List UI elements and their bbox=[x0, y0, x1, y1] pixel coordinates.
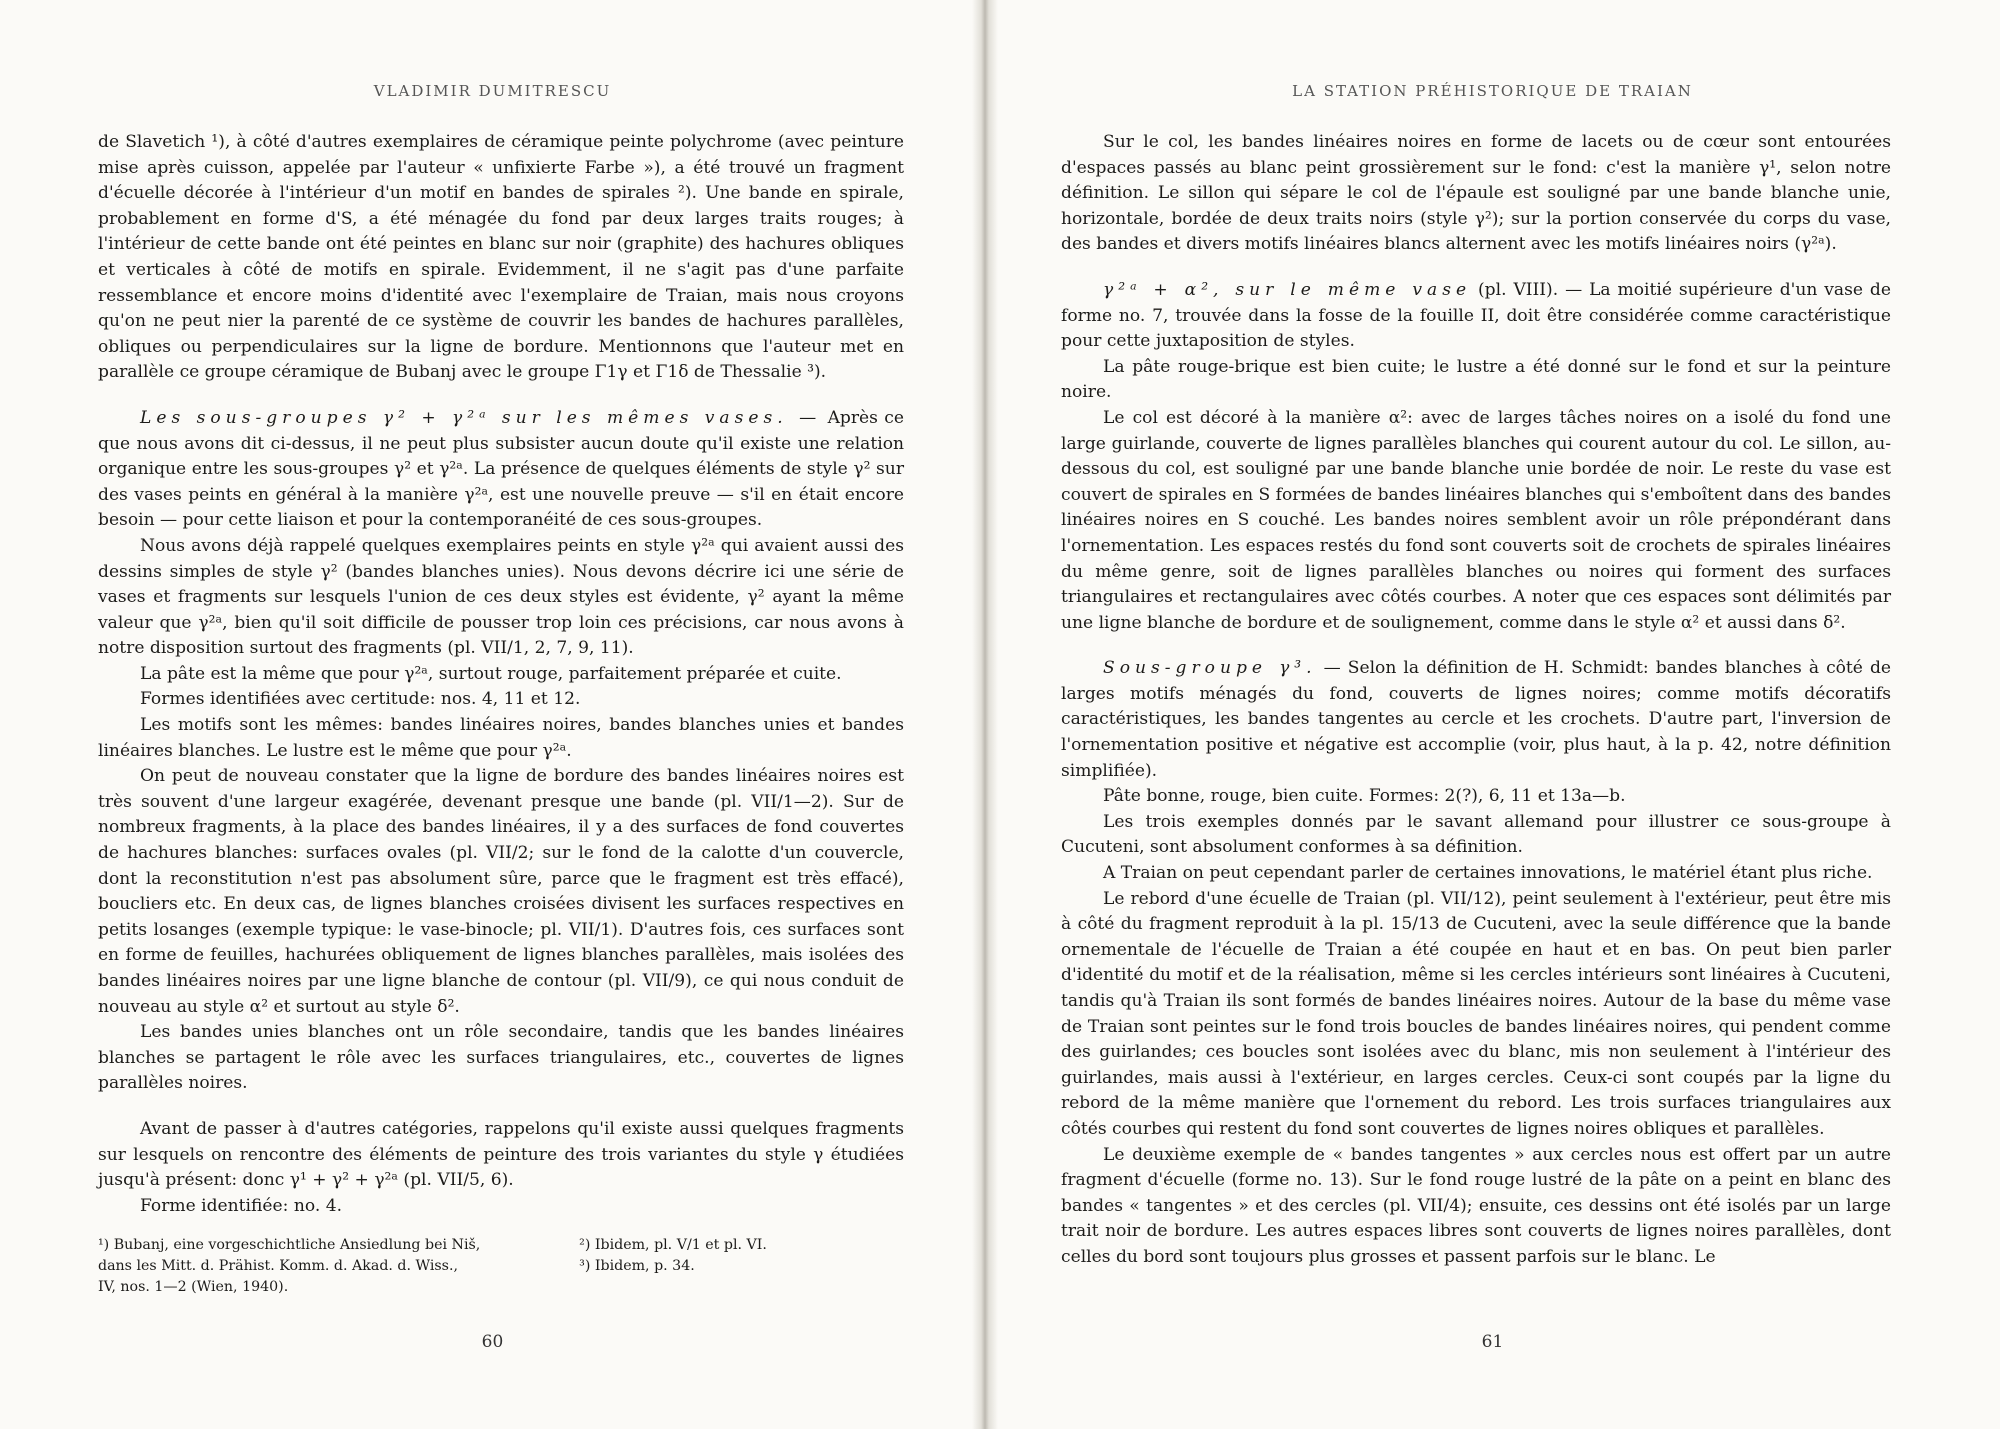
paragraph: Le col est décoré à la manière α²: avec de larges tâches noires on a isolé du fond une large guirlande, couverte de lignes parallèles blanches qui courent autour du col. Le sillon, au-dessous du col, est souligné par une bande blanche unie bordée de noir. Le reste du vase est couvert de spirales en S formées de bandes linéaires blanches qui s'emboîtent dans des bandes linéaires noires en S couché. Les bandes noires semblent avoir un rôle prépondérant dans l'ornementation. Les espaces restés du fond sont couverts soit de crochets de spirales linéaires du même genre, soit de lignes parallèles blanches ou noires qui forment des surfaces triangulaires et rectangulaires avec côtés courbes. A noter que ces espaces sont délimités par une ligne blanche de bordure et de soulignement, comme dans le style α² et aussi dans δ². bbox=[1061, 407, 1891, 633]
paragraph: Le rebord d'une écuelle de Traian (pl. VII/12), peint seulement à l'extérieur, peut être mis à côté du fragment reproduit à la pl. 15/13 de Cucuteni, avec la seule différence que la bande ornementale de l'écuelle de Traian a été coupée en haut et en bas. On peut bien parler d'identité du motif et de la réalisation, même si les cercles intérieurs sont linéaires à Cucuteni, tandis qu'à Traian ils sont formés de bandes linéaires noires. Autour de la base du même vase de Traian sont peintes sur le fond trois boucles de bandes linéaires noires, qui pendent comme des guirlandes; ces boucles sont isolées avec du blanc, mis non seulement à l'intérieur des guirlandes, mais aussi à l'extérieur, en larges cercles. Ceux-ci sont coupés par la ligne du rebord de la même manière que l'ornement du rebord. Les trois surfaces triangulaires aux côtés courbes qui restent du fond sont couvertes de lignes noires obliques et parallèles. bbox=[1061, 888, 1891, 1139]
paragraph: La pâte est la même que pour γ²ᵃ, surtout rouge, parfaitement préparée et cuite. bbox=[140, 663, 842, 684]
footnote-line: ²) Ibidem, pl. V/1 et pl. VI. bbox=[579, 1237, 767, 1253]
paragraph: Nous avons déjà rappelé quelques exemplaires peints en style γ²ᵃ qui avaient aussi des dessins simples de style γ² (bandes blanches unies). Nous devons décrire ici une série de vases et fragments sur lesquels l'union de ces deux styles est évidente, γ² ayant la même valeur que γ²ᵃ, bien qu'il soit difficile de pousser trop loin ces précisions, car nous avons à notre disposition surtout des fragments (pl. VII/1, 2, 7, 9, 11). bbox=[98, 535, 904, 659]
left-page-text bbox=[98, 130, 904, 1219]
running-head-right: LA STATION PRÉHISTORIQUE DE TRAIAN bbox=[1292, 82, 1693, 100]
footnote-column-left bbox=[98, 1235, 549, 1298]
paragraph: A Traian on peut cependant parler de certaines innovations, le matériel étant plus riche. bbox=[1103, 863, 1873, 884]
book-gutter bbox=[972, 0, 998, 1429]
footnote-line: ³) Ibidem, p. 34. bbox=[579, 1258, 695, 1274]
paragraph: Les motifs sont les mêmes: bandes linéaires noires, bandes blanches unies et bandes linéaires blanches. Le lustre est le même que pour γ²ᵃ. bbox=[98, 715, 904, 761]
footnote-line: IV, nos. 1—2 (Wien, 1940). bbox=[98, 1279, 289, 1295]
paragraph-with-subheading: Sous-groupe γ³. — Selon la définition de H. Schmidt: bandes blanches à côté de larges motifs ménagés du fond, couverts de lignes noires; comme motifs décoratifs caractéristiques, les bandes tangentes au cercle et les crochets. D'autre part, l'inversion de l'ornementation positive et négative est accomplie (voir, plus haut, à la p. 42, notre définition simplifiée). bbox=[1061, 658, 1892, 781]
paragraph-with-subheading: γ²ᵃ + α², sur le même vase (pl. VIII). — La moitié supérieure d'un vase de forme no. 7, trouvée dans la fosse de la fouille II, doit être considérée comme caractéristique pour cette juxtaposition de styles. bbox=[1061, 279, 1891, 352]
paragraph: Pâte bonne, rouge, bien cuite. Formes: 2(?), 6, 11 et 13a—b. bbox=[1103, 786, 1626, 807]
footnote-line: dans les Mitt. d. Prähist. Komm. d. Akad. d. Wiss., bbox=[98, 1258, 458, 1274]
footnote-column-right bbox=[579, 1235, 904, 1298]
footnotes bbox=[98, 1235, 904, 1298]
paragraph: Le deuxième exemple de « bandes tangentes » aux cercles nous est offert par un autre fragment d'écuelle (forme no. 13). Sur le fond rouge lustré de la pâte on a peint en blanc des bandes « tangentes » et des cercles (pl. VII/4); ensuite, ces dessins ont été isolés par un large trait noir de bordure. Les autres espaces libres sont couverts de lignes noires parallèles, dont celles du bord sont toujours plus grosses et passent parfois sur le blanc. Le bbox=[1061, 1144, 1891, 1267]
paragraph: Avant de passer à d'autres catégories, rappelons qu'il existe aussi quelques fragments sur lesquels on rencontre des éléments de peinture des trois variantes du style γ étudiées jusqu'à présent: donc γ¹ + γ² + γ²ᵃ (pl. VII/5, 6). bbox=[98, 1118, 904, 1191]
paragraph: Forme identifiée: no. 4. bbox=[140, 1195, 343, 1216]
left-page bbox=[0, 0, 985, 1429]
paragraph: Les bandes unies blanches ont un rôle secondaire, tandis que les bandes linéaires blanches se partagent le rôle avec les surfaces triangulaires, etc., couvertes de lignes parallèles noires. bbox=[98, 1022, 904, 1094]
paragraph: de Slavetich ¹), à côté d'autres exemplaires de céramique peinte polychrome (avec peinture mise après cuisson, appelée par l'auteur « unfixierte Farbe »), a été trouvé un fragment d'écuelle décorée à l'intérieur d'un motif en bandes de spirales ²). Une bande en spirale, probablement en forme d'S, a été ménagée du fond par deux larges traits rouges; à l'intérieur de cette bande ont été peintes en blanc sur noir (graphite) des hachures obliques et verticales à côté de motifs en spirale. Evidemment, il ne s'agit pas d'une parfaite ressemblance et encore moins d'identité avec l'exemplaire de Traian, mais nous croyons qu'on ne peut nier la parenté de ce système de couvrir les bandes de hachures parallèles, obliques ou perpendiculaires sur la ligne de bordure. Mentionnons que l'auteur met en parallèle ce groupe céramique de Bubanj avec le groupe Γ1γ et Γ1δ de Thessalie ³). bbox=[98, 132, 904, 383]
right-page-text bbox=[1061, 130, 1891, 1271]
page-number-right: 61 bbox=[1481, 1332, 1504, 1352]
subheading: Les sous-groupes γ² + γ²ᵃ sur les mêmes vases. — bbox=[140, 407, 822, 428]
subheading: γ²ᵃ + α², sur le même vase bbox=[1103, 279, 1472, 300]
page-number-left: 60 bbox=[481, 1332, 504, 1352]
paragraph: On peut de nouveau constater que la ligne de bordure des bandes linéaires noires est très souvent d'une largeur exagérée, devenant presque une bande (pl. VII/1—2). Sur de nombreux fragments, à la place des bandes linéaires, il y a des surfaces de fond couvertes de hachures blanches: surfaces ovales (pl. VII/2; sur le fond de la calotte d'un couvercle, dont la reconstitution n'est pas absolument sûre, parce que le fragment est très effacé), boucliers etc. En deux cas, de lignes blanches croisées divisent les surfaces respectives en petits losanges (exemple typique: le vase-binocle; pl. VII/1). D'autres fois, ces surfaces sont en forme de feuilles, hachurées obliquement de lignes blanches parallèles, mais isolées des bandes linéaires noires par une ligne blanche de contour (pl. VII/9), ce qui nous conduit de nouveau au style α² et surtout au style δ². bbox=[98, 766, 904, 1017]
subheading: Sous-groupe γ³. bbox=[1103, 658, 1317, 679]
right-page bbox=[985, 0, 2000, 1429]
paragraph: Formes identifiées avec certitude: nos. 4, 11 et 12. bbox=[140, 689, 581, 710]
paragraph: Les trois exemples donnés par le savant allemand pour illustrer ce sous-groupe à Cucuteni, sont absolument conformes à sa définition. bbox=[1061, 811, 1891, 858]
running-head-left: VLADIMIR DUMITRESCU bbox=[373, 82, 612, 100]
paragraph-with-subheading: Les sous-groupes γ² + γ²ᵃ sur les mêmes vases. — Après ce que nous avons dit ci-dessus, il ne peut plus subsister aucun doute qu'il existe une relation organique entre les sous-groupes γ² et γ²ᵃ. La présence de quelques éléments de style γ² sur des vases peints en général à la manière γ²ᵃ, est une nouvelle preuve — s'il en était encore besoin — pour cette liaison et pour la contemporanéité de ces sous-groupes. bbox=[98, 407, 904, 531]
footnote-line: ¹) Bubanj, eine vorgeschichtliche Ansiedlung bei Niš, bbox=[98, 1237, 481, 1253]
paragraph: La pâte rouge-brique est bien cuite; le lustre a été donné sur le fond et sur la peinture noire. bbox=[1061, 356, 1891, 403]
paragraph: Sur le col, les bandes linéaires noires en forme de lacets ou de cœur sont entourées d'espaces passés au blanc peint grossièrement sur le fond: c'est la manière γ¹, selon notre définition. Le sillon qui sépare le col de l'épaule est souligné par une bande blanche unie, horizontale, bordée de deux traits noirs (style γ²); sur la portion conservée du corps du vase, des bandes et divers motifs linéaires blancs alternent avec les motifs linéaires noirs (γ²ᵃ). bbox=[1061, 132, 1891, 255]
